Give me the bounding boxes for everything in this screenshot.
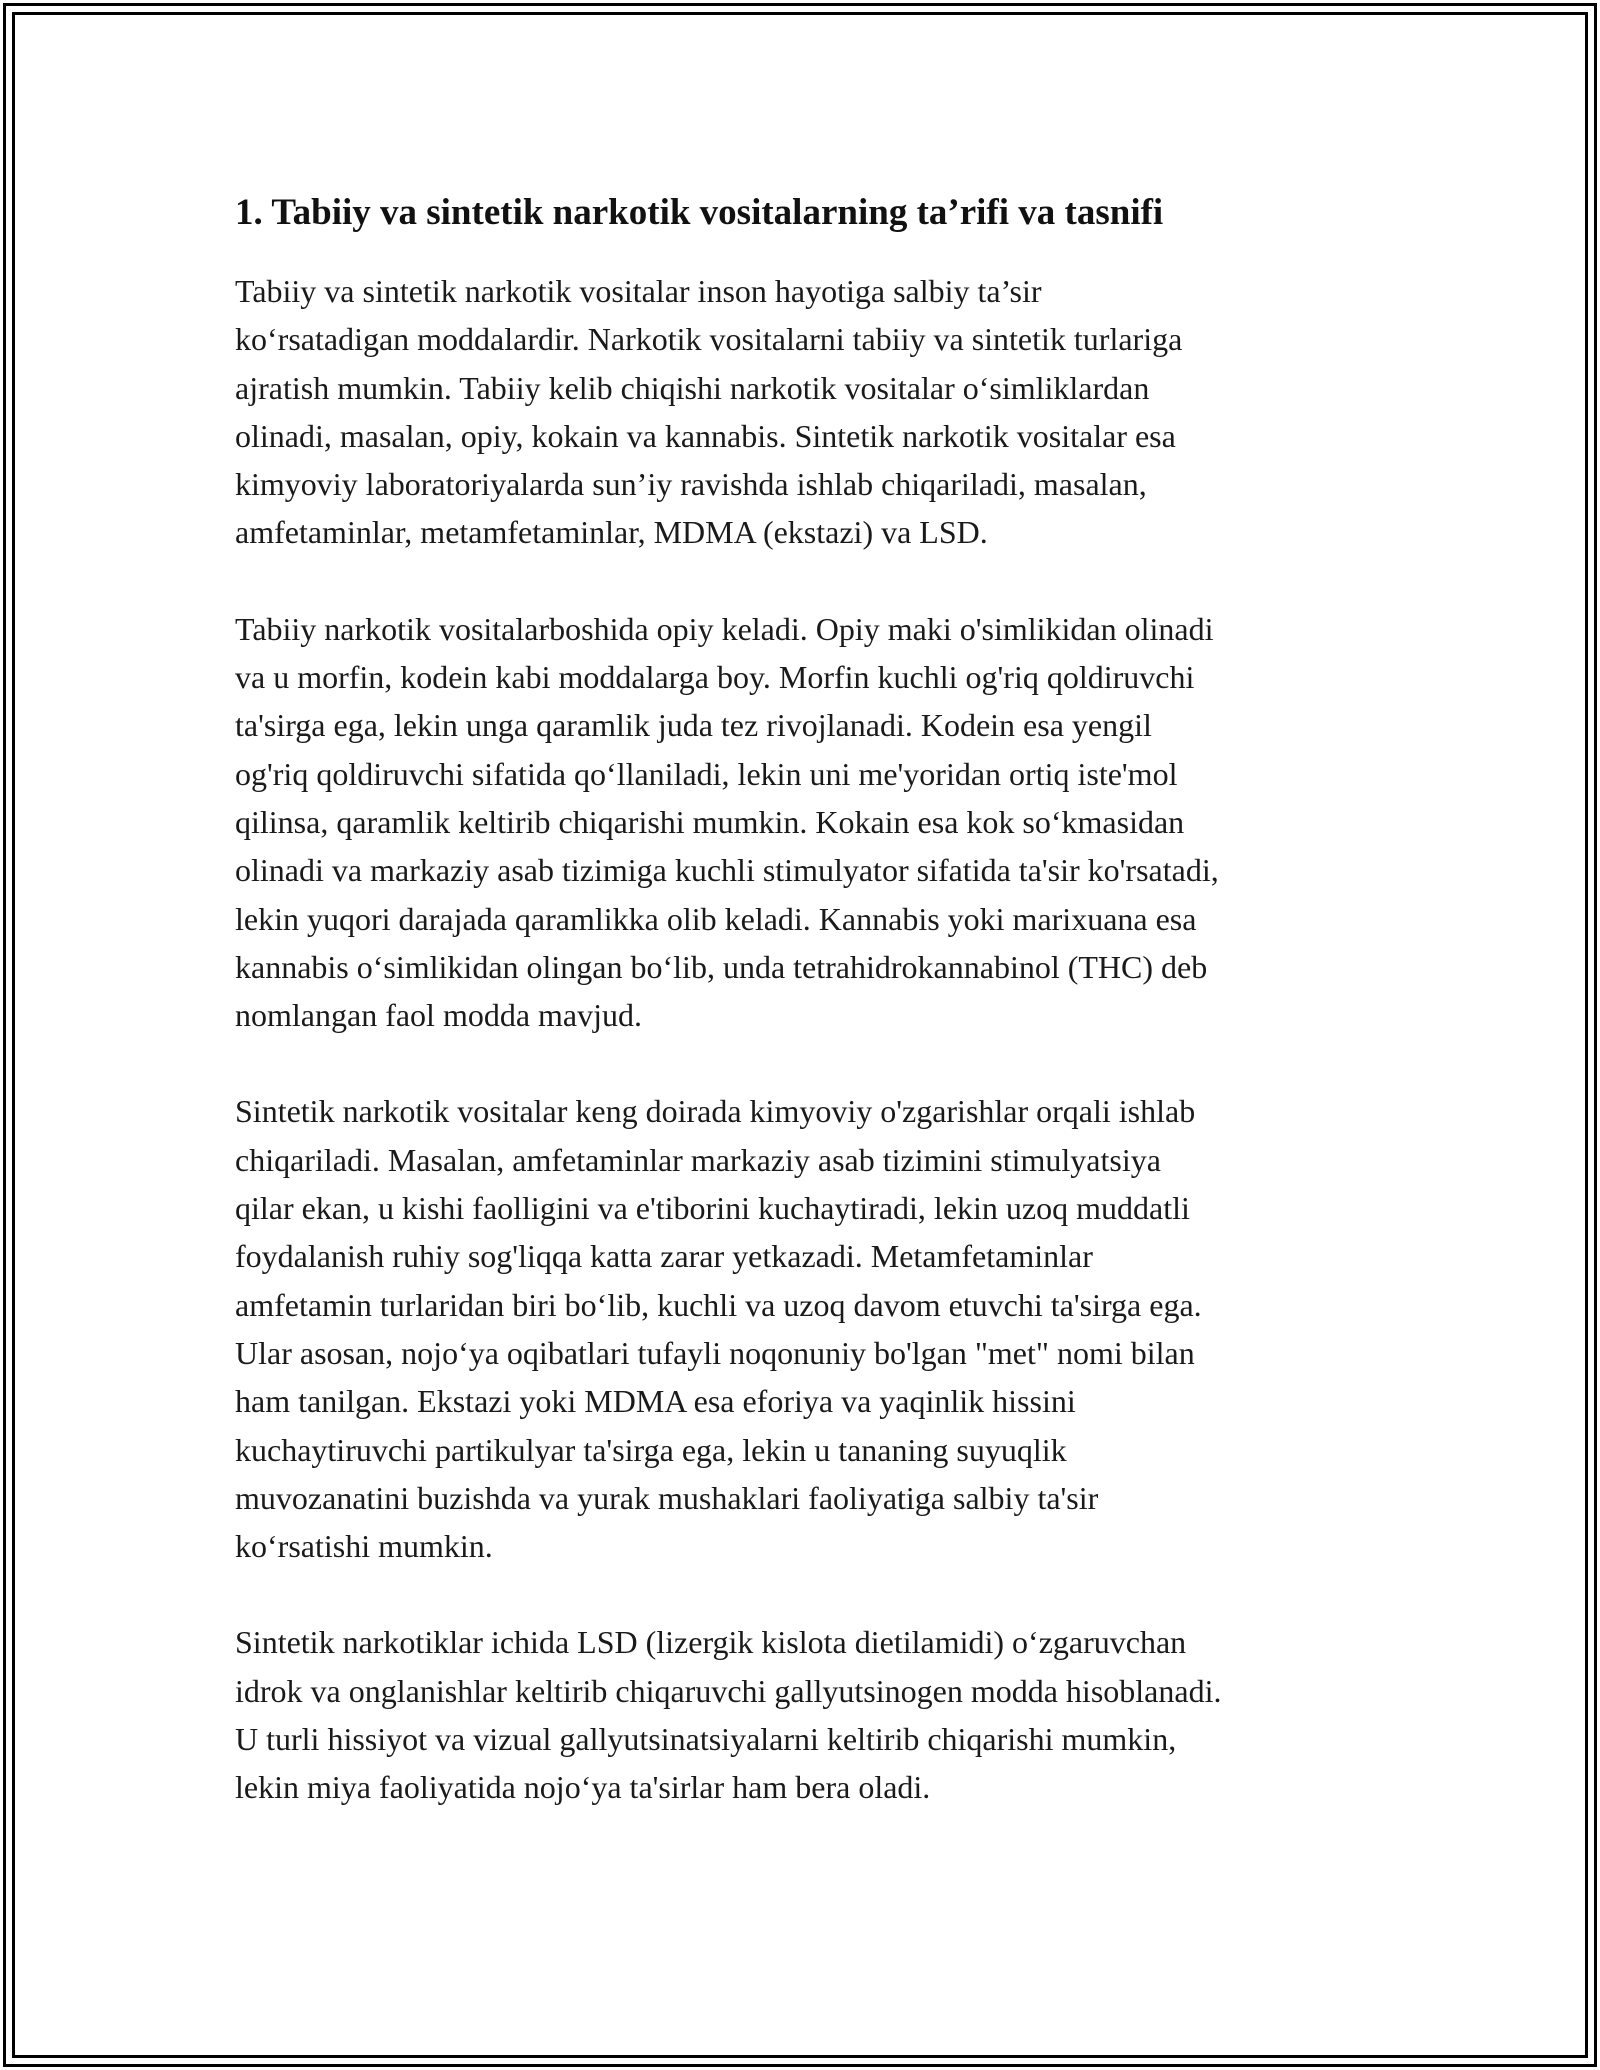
paragraph-3 [235,1087,1375,1570]
text-line: kimyoviy laboratoriyalarda sun’iy ravishda ishlab chiqariladi, masalan, [235,466,1147,503]
text-line: Tabiiy va sintetik narkotik vositalar inson hayotiga salbiy ta’sir [235,273,1042,309]
text-line: Sintetik narkotik vositalar keng doirada kimyoviy o'zgarishlar orqali ishlab [235,1093,1196,1130]
document-body [235,185,1375,1860]
text-line: qilar ekan, u kishi faolligini va e'tiborini kuchaytiradi, lekin uzoq muddatli [235,1190,1190,1227]
text-line: og'riq qoldiruvchi sifatida qo‘llaniladi, lekin uni me'yoridan ortiq iste'mol [235,755,1178,792]
text-line: chiqariladi. Masalan, amfetaminlar markaziy asab tizimini stimulyatsiya [235,1141,1161,1178]
text-line: idrok va onglanishlar keltirib chiqaruvchi gallyutsinogen modda hisoblanadi. [235,1672,1222,1709]
text-line: muvozanatini buzishda va yurak mushaklari faoliyatiga salbiy ta'sir [235,1479,1099,1516]
section-heading: 1. Tabiiy va sintetik narkotik vositalarning ta’rifi va tasnifi [235,192,1164,233]
text-line: lekin miya faoliyatida nojo‘ya ta'sirlar ham bera oladi. [235,1769,931,1806]
text-line: olinadi, masalan, opiy, kokain va kannabis. Sintetik narkotik vositalar esa [235,417,1176,454]
text-line: Tabiiy narkotik vositalarboshida opiy keladi. Opiy maki o'simlikidan olinadi [235,610,1214,647]
text-line: amfetamin turlaridan biri bo‘lib, kuchli va uzoq davom etuvchi ta'sirga ega. [235,1286,1202,1323]
text-line: amfetaminlar, metamfetaminlar, MDMA (ekstazi) va LSD. [235,514,988,551]
text-line: olinadi va markaziy asab tizimiga kuchli stimulyator sifatida ta'sir ko'rsatadi, [235,852,1219,889]
text-line: ta'sirga ega, lekin unga qaramlik juda tez rivojlanadi. Kodein esa yengil [235,707,1152,744]
text-line: nomlangan faol modda mavjud. [235,997,643,1034]
text-line: kuchaytiruvchi partikulyar ta'sirga ega, lekin u tananing suyuqlik [235,1431,1067,1468]
text-line: va u morfin, kodein kabi moddalarga boy. Morfin kuchli og'riq qoldiruvchi [235,659,1195,696]
text-line: ko‘rsatadigan moddalardir. Narkotik vositalarni tabiiy va sintetik turlariga [235,321,1183,358]
paragraph-1 [235,267,1375,557]
text-line: Sintetik narkotiklar ichida LSD (lizergik kislota dietilamidi) o‘zgaruvchan [235,1624,1187,1661]
paragraph-list [235,267,1375,1812]
text-line: Ular asosan, nojo‘ya oqibatlari tufayli noqonuniy bo'lgan "met" nomi bilan [235,1334,1195,1371]
paragraph-4 [235,1618,1375,1811]
text-line: lekin yuqori darajada qaramlikka olib keladi. Kannabis yoki marixuana esa [235,900,1197,937]
text-line: foydalanish ruhiy sog'liqqa katta zarar yetkazadi. Metamfetaminlar [235,1238,1093,1275]
text-line: kannabis o‘simlikidan olingan bo‘lib, unda tetrahidrokannabinol (THC) deb [235,948,1208,985]
text-line: ham tanilgan. Ekstazi yoki MDMA esa eforiya va yaqinlik hissini [235,1383,1076,1420]
text-line: qilinsa, qaramlik keltirib chiqarishi mumkin. Kokain esa kok so‘kmasidan [235,803,1185,840]
text-line: U turli hissiyot va vizual gallyutsinatsiyalarni keltirib chiqarishi mumkin, [235,1721,1177,1758]
text-line: ko‘rsatishi mumkin. [235,1528,493,1565]
paragraph-2 [235,605,1375,1040]
text-line: ajratish mumkin. Tabiiy kelib chiqishi narkotik vositalar o‘simliklardan [235,369,1150,406]
